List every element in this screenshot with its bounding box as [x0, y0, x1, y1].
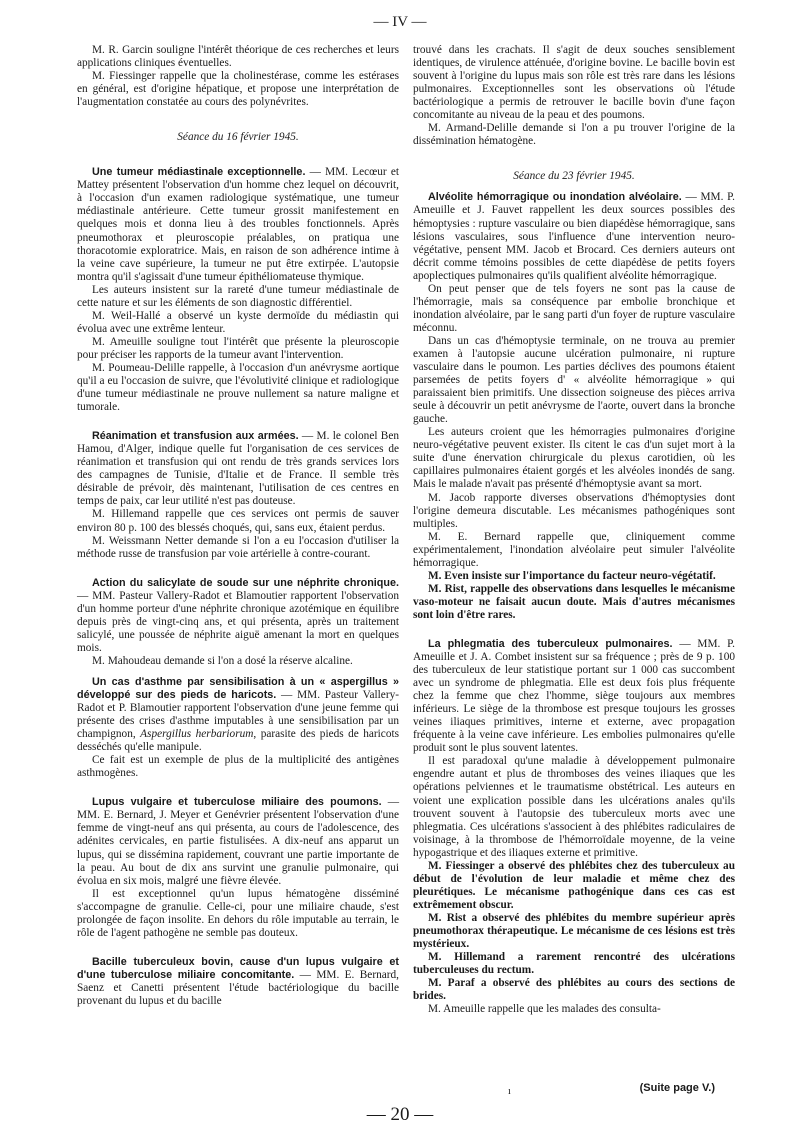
paragraph: Les auteurs insistent sur la rareté d'une tumeur médiastinale de cette nature et sur les éléments de son diagnostic différentiel.	[77, 283, 399, 309]
section-salicylate	[77, 577, 399, 655]
section-text: — MM. P. Ameuille et J. A. Combet insistent sur sa fréquence ; près de 9 p. 100 des tuberculeux de leur statistique portant sur 1 000 cas succombent avec un syndrome de phlegmatia. Elle est deux fois plus fréquente chez la femme que chez l'homme, siège toujours aux membres inférieurs. Le siège de la thrombose est presque toujours les grosses veines iliaques primitives, interne et externe, avec propagation fréquente à la veine cave inférieure. Les embolies pulmonaires qu'elle produit sont le plus souvent latentes.	[413, 637, 735, 755]
paragraph: M. Ameuille rappelle que les malades des consulta-	[428, 1003, 661, 1016]
section-bacille	[77, 956, 399, 1008]
left-column	[77, 44, 399, 1008]
paragraph: Il est exceptionnel qu'un lupus hématogène disséminé s'accompagne de granulie. Celle-ci, pour une miliaire chaude, s'est prolongée de façon insolite. En dehors du rôle imputable au terrain, le rôle de l'agent pathogène ne semble pas douteux.	[77, 887, 399, 939]
session-date-heading: Séance du 23 février 1945.	[513, 170, 635, 183]
paragraph: M. Fiessinger rappelle que la cholinestérase, comme les estérases en général, est d'origine hépatique, et propose une interprétation de l'augmentation constatée au cours des polynévrites.	[77, 70, 399, 109]
paragraph: M. Mahoudeau demande si l'on a dosé la réserve alcaline.	[92, 654, 353, 667]
section-text: — MM. Pasteur Vallery-Radot et P. Blamoutier rapportent l'observation d'une jeune femme qui présente des crises d'asthme imputables à une sensibilisation par un champignon,	[77, 689, 399, 741]
paragraph: M. Jacob rapporte diverses observations d'hémoptysies dont l'origine demeura discutable. Les mécanismes pathogéniques sont multiples.	[413, 491, 735, 530]
section-asthme	[77, 676, 399, 754]
paragraph: On peut penser que de tels foyers ne sont pas la cause de l'hémorragie, mais sa conséquence par embolie bronchique et inondation alvéolaire, par le sang parti d'un foyer de rupture vasculaire méconnu.	[413, 282, 735, 334]
section-title: Un cas d'asthme par sensibilisation à un « aspergillus » développé sur des pieds de haricots.	[77, 675, 399, 702]
paragraph: M. Hillemand rappelle que ces services ont permis de sauver environ 80 p. 100 des blessés choqués, qui, sans eux, étaient perdus.	[77, 508, 399, 534]
session-date-heading: Séance du 16 février 1945.	[177, 131, 299, 144]
paragraph: M. Weissmann Netter demande si l'on a eu l'occasion d'utiliser la méthode russe de transfusion par voie artérielle à contre-courant.	[77, 534, 399, 560]
continued-note: (Suite page V.)	[639, 1082, 715, 1094]
paragraph: M. Rist a observé des phlébites du membre supérieur après pneumothorax thérapeutique. Le mécanisme de ces lésions est très mystérieux.	[413, 911, 735, 951]
section-text: — M. le colonel Ben Hamou, d'Alger, indique quelle fut l'organisation de ces services de réanimation et transfusion qui ont rendu de très grands services lors des campagnes de Tunisie, d'Italie et de France. Il semble très désirable de prévoir, dès maintenant, l'utilisation de ces centres en temps de paix, car leur utilité n'est pas douteuse.	[77, 430, 399, 508]
section-title: La phlegmatia des tuberculeux pulmonaires.	[428, 637, 673, 650]
section-title: Une tumeur médiastinale exceptionnelle.	[92, 166, 306, 179]
paragraph: trouvé dans les crachats. Il s'agit de deux souches sensiblement identiques, de virulence atténuée, d'origine bovine. Le bacille bovin est souvent à l'origine du lupus mais son rôle est très rare dans les lésions pulmonaires. Exceptionnelles sont les observations où l'étude bactériologique a permis de retrouver le bacille bovin d'une façon concomitante au niveau de la peau et des poumons.	[413, 44, 735, 122]
paragraph: Les auteurs croient que les hémorragies pulmonaires d'origine neuro-végétative peuvent exister. Ils citent le cas d'un sujet mort à la suite d'une énervation chirurgicale du plexus carotidien, où les capillaires pulmonaires étaient gorgés et les alvéoles inondés de sang. Mais le malade n'avait pas présenté d'hémoptysie avant sa mort.	[413, 426, 735, 491]
section-text: — MM. P. Ameuille et J. Fauvet rappellent les deux sources possibles des hémoptysies : rupture vasculaire ou bien diapédèse hémorragique, sans lésions vasculaires, sous l'influence d'une intervention neuro-végétative, pensent MM. Jacob et Brocard. Ces derniers auteurs ont décrit comme témoins possibles de cette diapédèse de petits foyers apoplectiques pulmonaires qu'ils qualifient alvéolite hémorragique.	[413, 191, 735, 282]
paragraph: M. E. Bernard rappelle que, cliniquement comme expérimentalement, l'inondation alvéolaire peut simuler l'alvéolite hémorragique.	[413, 530, 735, 569]
page-header-roman: — IV —	[373, 14, 427, 30]
paragraph: M. Weil-Hallé a observé un kyste dermoïde du médiastin qui évolua avec une extrême lenteur.	[77, 309, 399, 335]
paragraph: M. Poumeau-Delille rappelle, à l'occasion d'un anévrysme aortique qu'il a eu l'occasion de suivre, que l'évolutivité clinique et radiologique d'une tumeur médiastinale ne prouve nullement sa nature maligne et tumorale.	[77, 361, 399, 414]
section-title: Lupus vulgaire et tuberculose miliaire des poumons.	[92, 796, 382, 809]
section-text: — MM. E. Bernard, J. Meyer et Genévrier présentent l'observation d'une femme de vingt-neuf ans qui présenta, au cours de l'adolescence, des adénites cervicales, en partie fistulisées. A dix-neuf ans apparut un lupus, qui se dissémina rapidement, couvrant une partie importante de la peau. Au bout de dix ans survint une granulie pulmonaire, qui évolua en six mois, malgré une fièvre élevée.	[77, 796, 399, 887]
section-title: Action du salicylate de soude sur une néphrite chronique.	[92, 576, 399, 589]
paragraph: M. Paraf a observé des phlébites au cours des sections de brides.	[413, 977, 735, 1003]
paragraph: M. Rist, rappelle des observations dans lesquelles le mécanisme vaso-moteur ne faisait aucun doute. Mais d'autres mécanismes sont loin d'être rares.	[413, 582, 735, 621]
paragraph: Dans un cas d'hémoptysie terminale, on ne trouva au premier examen à l'autopsie aucune ulcération pulmonaire, ni rupture vasculaire dans le poumon. Les parties déclives des poumons étaient parsemées de petits foyers d' « alvéolite hémorragique » qui paraissaient bien primitifs. Une dissection soigneuse des pièces arriva seule à découvrir un petit anévrysme de l'aorte, ouvert dans la bronche gauche.	[413, 334, 735, 426]
page-number: — 20 —	[366, 1104, 434, 1125]
section-title: Alvéolite hémorragique ou inondation alvéolaire.	[428, 191, 682, 204]
paragraph: M. Even insiste sur l'importance du facteur neuro-végétatif.	[428, 569, 716, 582]
paragraph: Il est paradoxal qu'une maladie à développement pulmonaire engendre autant et plus de thromboses des veines iliaques que les opérations pelviennes et le traumatisme obstétrical. Les auteurs en voient une explication possible dans les ulcérations anales qu'ils trouvent souvent à l'autopsie des tuberculeux morts avec une phlegmatia. Ces ulcérations s'associent à des phlébites radiculaires de voisinage, à la thrombose de l'hémorroïdale moyenne, de la veine hypogastrique et des iliaques externe et primitive.	[413, 755, 735, 859]
paragraph: Ce fait est un exemple de plus de la multiplicité des antigènes asthmogènes.	[77, 754, 399, 780]
stray-mark: ı	[508, 1086, 511, 1097]
section-reanimation	[77, 430, 399, 508]
section-phlegmatia	[413, 638, 735, 755]
section-tumeur	[77, 166, 399, 283]
paragraph: M. Ameuille souligne tout l'intérêt que présente la pleuroscopie pour préciser les rapports de la tumeur avant l'intervention.	[77, 335, 399, 361]
paragraph: M. Armand-Delille demande si l'on a pu trouver l'origine de la dissémination hématogène.	[413, 122, 735, 148]
section-text: , parasite des pieds de haricots desséchés qu'elle manipule.	[77, 728, 399, 754]
paragraph: M. R. Garcin souligne l'intérêt théorique de ces recherches et leurs applications cliniques éventuelles.	[77, 44, 399, 70]
paragraph: M. Fiessinger a observé des phlébites chez des tuberculeux au début de l'évolution de leur maladie et même chez des pleurétiques. Le mécanisme pathogénique dans ces cas est extrêmement obscur.	[413, 859, 735, 911]
right-column	[413, 44, 735, 1016]
paragraph: M. Hillemand a rarement rencontré des ulcérations tuberculeuses du rectum.	[413, 951, 735, 977]
section-text: — MM. Lecœur et Mattey présentent l'observation d'un homme chez lequel on découvrit, à l'occasion d'un examen radiologique systématique, une tumeur médiastinale antérieure. Cette tumeur grossit manifestement en quelques mois et donna lieu à des troubles fonctionnels. Après pneumothorax et pleuroscopie préalables, on pratiqua une thoracotomie exploratrice. Mais, en raison de son adhérence intime à la veine cave supérieure, la tumeur ne put être extirpée. L'autopsie montra qu'il s'agissait d'une tumeur épithéliomateuse thymique.	[77, 166, 399, 283]
species-name: Aspergillus herbariorum	[140, 728, 254, 741]
section-lupus	[77, 796, 399, 887]
section-alveolite	[413, 191, 735, 282]
section-text: — MM. E. Bernard, Saenz et Canetti présentent l'étude bactériologique du bacille provenant du lupus et du bacille	[77, 968, 399, 1007]
section-title: Bacille tuberculeux bovin, cause d'un lupus vulgaire et d'une tuberculose miliaire concomitante.	[77, 955, 399, 981]
section-text: — MM. Pasteur Vallery-Radot et Blamoutier rapportent l'observation d'un homme porteur d'une néphrite chronique azotémique en équilibre depuis près de vingt-cinq ans, et qui présenta, après un traitement salicylé, une poussée de néphrite aiguë amenant la mort en quelques mois.	[77, 589, 399, 654]
section-title: Réanimation et transfusion aux armées.	[92, 430, 299, 443]
